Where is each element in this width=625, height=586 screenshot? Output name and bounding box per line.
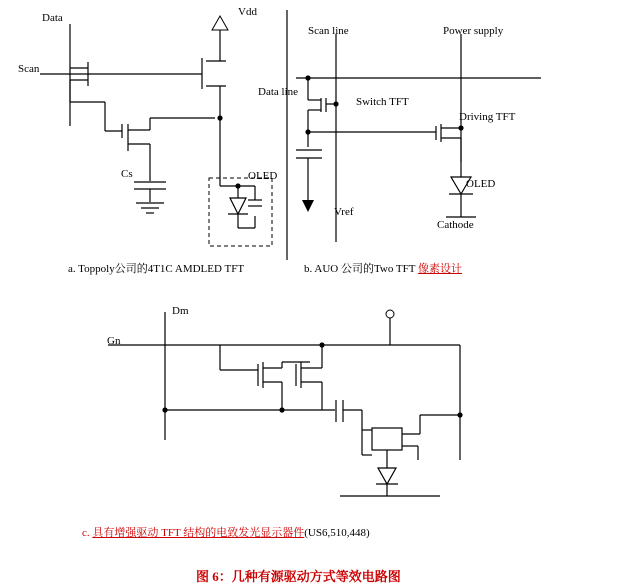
- figure-title: 图 6：几种有源驱动方式等效电路图: [196, 569, 401, 584]
- panel-divider: [285, 10, 289, 260]
- panel-a-vdd-label: Vdd: [238, 6, 257, 18]
- panel-b-cathode-label: Cathode: [437, 219, 474, 231]
- circuit-a-schematic: [10, 6, 290, 266]
- panel-a-scan-label: Scan: [18, 63, 40, 75]
- panel-a-oled-label: OLED: [248, 170, 278, 182]
- panel-c-caption-red: 具有增强驱动 TFT 结构的电致发光显示器件: [92, 527, 305, 539]
- panel-b-driving-tft-label: Driving TFT: [459, 111, 516, 123]
- panel-c-caption-suffix: (US6,510,448): [304, 527, 370, 539]
- panel-c-dm-label: Dm: [172, 305, 189, 317]
- panel-b-scan-line-label: Scan line: [308, 25, 349, 37]
- panel-c-gn-label: Gn: [107, 335, 121, 347]
- panel-a-caption: a. Toppoly公司的4T1C AMDLED TFT: [68, 263, 245, 275]
- panel-b-switch-tft-label: Switch TFT: [356, 96, 409, 108]
- panel-b-data-line-label: Data line: [258, 86, 299, 98]
- panel-b-caption-black: b. AUO 公司的Two TFT: [304, 263, 419, 275]
- panel-b-caption-red: 像素设计: [418, 263, 463, 275]
- panel-b-power-supply-label: Power supply: [443, 25, 504, 37]
- panel-c-caption-prefix: c.: [82, 527, 93, 539]
- circuit-c-schematic: [100, 300, 520, 515]
- panel-a-data-label: Data: [42, 12, 63, 24]
- panel-b-vref-label: Vref: [334, 206, 354, 218]
- panel-b-oled-label: OLED: [466, 178, 496, 190]
- panel-c-caption: [82, 524, 370, 540]
- panel-a-cs-label: Cs: [121, 168, 133, 180]
- panel-b-caption: [304, 260, 462, 276]
